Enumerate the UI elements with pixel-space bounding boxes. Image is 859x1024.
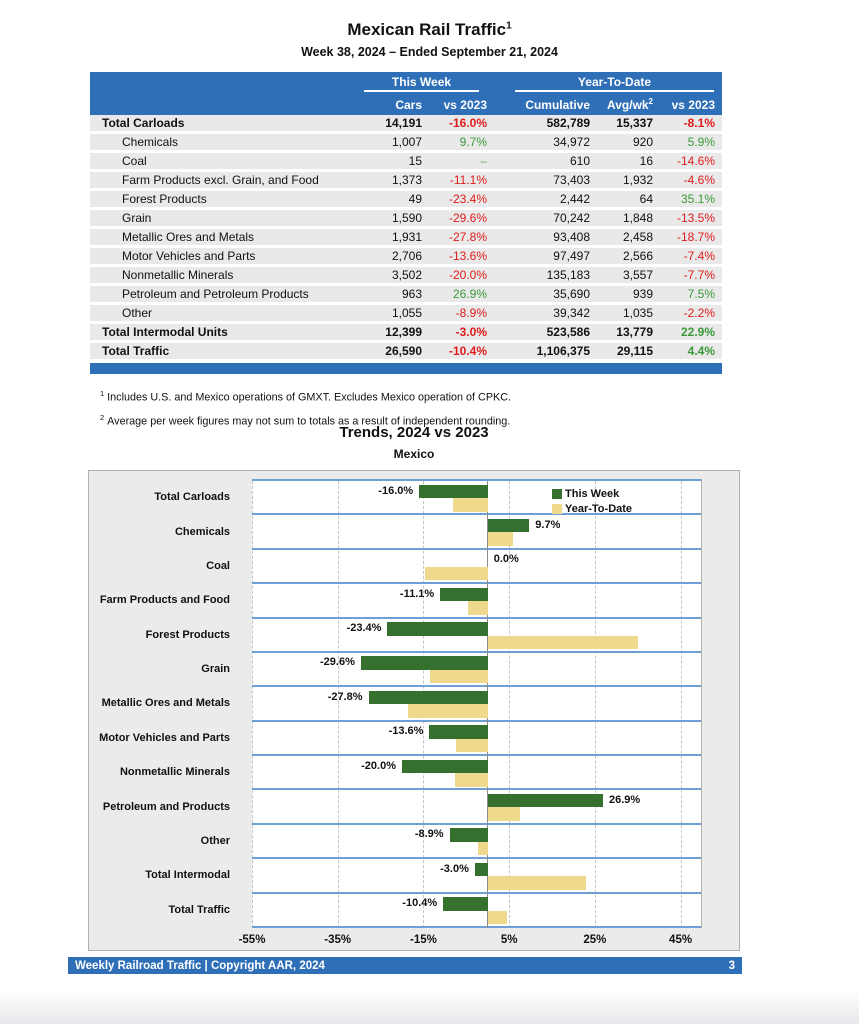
cumulative-value: 39,342 <box>553 306 590 320</box>
row-label: Total Intermodal Units <box>102 325 228 339</box>
table-row <box>90 267 722 286</box>
cumulative-value: 135,183 <box>546 268 590 282</box>
table-row <box>90 305 722 324</box>
cars-value: 1,931 <box>391 230 422 244</box>
footer-text: Weekly Railroad Traffic | Copyright AAR, 2024 <box>75 959 325 972</box>
row-label: Grain <box>122 211 152 225</box>
year-to-date-bar <box>408 704 488 718</box>
avgwk-value: 3,557 <box>622 268 653 282</box>
bar-value-label: -11.1% <box>399 587 435 600</box>
ytd-vs2023-value: 5.9% <box>687 135 715 149</box>
x-axis-tick-label: 25% <box>583 934 607 946</box>
column-header-cars: Cars <box>395 97 422 112</box>
chart-row <box>252 790 701 824</box>
ytd-vs2023-value: -14.6% <box>676 154 715 168</box>
chart-row <box>252 756 701 790</box>
bar-value-label: -23.4% <box>346 622 382 634</box>
cars-value: 26,590 <box>385 344 422 358</box>
ytd-vs2023-value: -2.2% <box>683 306 715 320</box>
row-label: Nonmetallic Minerals <box>122 268 234 282</box>
column-header-wk-vs2023: vs 2023 <box>443 97 487 112</box>
chart-legend <box>552 486 632 516</box>
this-week-bar <box>361 656 488 670</box>
avgwk-value: 16 <box>639 154 653 168</box>
bar-value-label: -3.0% <box>440 862 469 875</box>
this-week-bar <box>402 760 488 774</box>
group-header-this-week: This Week <box>340 75 487 94</box>
avgwk-value: 1,035 <box>622 306 653 320</box>
chart-row <box>252 515 701 549</box>
avgwk-value: 920 <box>632 135 653 149</box>
avgwk-value: 2,458 <box>622 230 653 244</box>
x-axis-tick-label: -15% <box>409 934 437 946</box>
year-to-date-bar <box>430 670 488 684</box>
row-label: Total Traffic <box>102 344 170 358</box>
footnote-text: Includes U.S. and Mexico operations of GMXT. Excludes Mexico operation of CPKC. <box>107 391 512 404</box>
table-row <box>90 134 722 153</box>
year-to-date-swatch-icon <box>552 504 562 514</box>
year-to-date-bar <box>488 911 507 925</box>
column-header-ytd-vs2023: vs 2023 <box>671 97 715 112</box>
legend-item-this-week <box>552 486 632 501</box>
chart-row <box>252 687 701 721</box>
x-axis-tick-label: -55% <box>238 934 266 946</box>
chart-category-label: Coal <box>206 559 230 572</box>
group-header-spacer <box>90 92 340 94</box>
row-label: Metallic Ores and Metals <box>122 230 255 244</box>
this-week-bar <box>429 725 487 739</box>
this-week-bar <box>440 588 488 602</box>
cars-value: 1,055 <box>391 306 422 320</box>
page-title-footnote-marker: 1 <box>506 20 512 32</box>
bar-value-label: 0.0% <box>493 553 519 566</box>
wk-vs2023-value: -3.0% <box>455 325 487 339</box>
table-row <box>90 229 722 248</box>
table-row <box>90 248 722 267</box>
bar-value-label: -8.9% <box>414 828 444 841</box>
cars-value: 49 <box>408 192 422 206</box>
wk-vs2023-value: -11.1% <box>449 173 487 187</box>
avgwk-value: 1,848 <box>622 211 653 225</box>
x-axis-tick-label: -35% <box>324 934 352 946</box>
chart-category-label: Nonmetallic Minerals <box>119 766 230 779</box>
chart-heading <box>88 424 740 461</box>
table-row <box>90 286 722 305</box>
avgwk-value: 13,779 <box>616 325 653 339</box>
chart-category-label: Forest Products <box>145 628 230 641</box>
table-row <box>90 153 722 172</box>
chart-subtitle: Mexico <box>393 447 435 461</box>
chart-category-label: Grain <box>201 663 230 676</box>
ytd-vs2023-value: -7.7% <box>683 268 715 282</box>
table-body <box>90 115 722 362</box>
chart-category-label: Total Intermodal <box>145 869 230 882</box>
chart-category-label: Total Carloads <box>154 491 230 504</box>
chart-category-label: Metallic Ores and Metals <box>101 697 230 710</box>
chart-row <box>252 481 701 515</box>
wk-vs2023-value: -10.4% <box>448 344 487 358</box>
column-header-avgwk: Avg/$wk^2$ <box>606 97 653 112</box>
cars-value: 14,191 <box>385 116 422 130</box>
bar-value-label: -16.0% <box>378 484 414 497</box>
table-row <box>90 172 722 191</box>
chart-category-label: Chemicals <box>174 525 230 538</box>
page-title-text: Mexican Rail Traffic <box>347 20 507 39</box>
cumulative-value: 523,586 <box>546 325 590 339</box>
avgwk-value: 29,115 <box>616 344 653 358</box>
this-week-bar <box>419 485 488 499</box>
cumulative-value: 2,442 <box>559 192 590 206</box>
bar-value-label: -29.6% <box>320 656 355 669</box>
chart-row <box>252 550 701 584</box>
cumulative-value: 97,497 <box>553 249 590 263</box>
this-week-bar <box>369 691 488 705</box>
this-week-bar <box>488 794 603 808</box>
footnote-marker: 1 <box>100 389 105 398</box>
chart-plot-area <box>252 479 702 928</box>
avgwk-value: 939 <box>632 287 653 301</box>
footnote-line <box>100 384 511 408</box>
row-label: Total Carloads <box>102 116 185 130</box>
wk-vs2023-value: – <box>480 154 487 168</box>
year-to-date-bar <box>488 532 513 546</box>
x-axis-tick-label: 45% <box>669 934 693 946</box>
ytd-vs2023-value: -18.7% <box>676 230 715 244</box>
year-to-date-bar <box>488 636 638 650</box>
wk-vs2023-value: -8.9% <box>455 306 487 320</box>
cumulative-value: 582,789 <box>546 116 590 130</box>
chart-row <box>252 825 701 859</box>
wk-vs2023-value: -23.4% <box>448 192 487 206</box>
row-label: Petroleum and Petroleum Products <box>122 287 309 301</box>
cars-value: 15 <box>408 154 422 168</box>
chart-row <box>252 859 701 893</box>
table-row <box>90 115 722 134</box>
avgwk-value: 15,337 <box>616 116 653 130</box>
year-to-date-bar <box>468 601 488 615</box>
this-week-swatch-icon <box>552 489 562 499</box>
legend-item-year-to-date <box>552 501 632 516</box>
chart-row <box>252 722 701 756</box>
ytd-vs2023-value: 35.1% <box>680 192 715 206</box>
year-to-date-bar <box>488 807 520 821</box>
wk-vs2023-value: -27.8% <box>448 230 487 244</box>
cars-value: 2,706 <box>391 249 422 263</box>
cumulative-value: 1,106,375 <box>536 344 590 358</box>
wk-vs2023-value: -20.0% <box>448 268 487 282</box>
group-header-year-to-date: Year-To-Date <box>487 75 722 94</box>
bar-value-label: -27.8% <box>327 690 363 703</box>
chart-category-label: Total Traffic <box>168 903 230 916</box>
cars-value: 963 <box>401 287 422 301</box>
bar-value-label: 9.7% <box>535 518 561 531</box>
year-to-date-bar <box>453 498 488 512</box>
legend-label-this-week: This Week <box>565 487 620 500</box>
avgwk-value: 2,566 <box>622 249 653 263</box>
table-row <box>90 343 722 362</box>
table-header <box>90 72 722 115</box>
trends-bar-chart <box>88 470 740 951</box>
table-column-header-row <box>90 94 722 115</box>
row-label: Motor Vehicles and Parts <box>122 249 256 263</box>
this-week-bar <box>387 622 487 636</box>
cumulative-value: 93,408 <box>553 230 590 244</box>
x-axis-tick-label: 5% <box>500 934 518 946</box>
cars-value: 1,590 <box>391 211 422 225</box>
avgwk-footnote-marker: 2 <box>648 97 653 106</box>
this-week-bar <box>443 897 488 911</box>
chart-row <box>252 619 701 653</box>
chart-row <box>252 894 701 928</box>
footer-page-number: 3 <box>728 959 735 972</box>
row-label: Forest Products <box>122 192 207 206</box>
page-title <box>0 20 859 40</box>
chart-category-label: Petroleum and Products <box>102 800 230 813</box>
bar-value-label: -10.4% <box>402 897 438 909</box>
cumulative-value: 70,242 <box>553 211 590 225</box>
chart-row <box>252 584 701 618</box>
cumulative-value: 35,690 <box>553 287 590 301</box>
cars-value: 12,399 <box>385 325 422 339</box>
year-to-date-bar <box>456 739 488 753</box>
cumulative-value: 610 <box>569 154 590 168</box>
legend-label-year-to-date: Year-To-Date <box>565 502 633 515</box>
page-bottom-edge <box>0 990 859 1024</box>
ytd-vs2023-value: -4.6% <box>683 173 715 187</box>
ytd-vs2023-value: -8.1% <box>683 116 715 130</box>
avgwk-value: 1,932 <box>622 173 653 187</box>
bar-value-label: 26.9% <box>609 793 641 806</box>
this-week-bar <box>475 863 488 877</box>
bar-value-label: -20.0% <box>361 759 396 772</box>
cars-value: 1,007 <box>391 135 422 149</box>
footnote-text: Average per week figures may not sum to totals as a result of independent rounding. <box>107 415 511 428</box>
footnote-marker: 2 <box>100 412 105 422</box>
year-to-date-bar <box>455 773 488 787</box>
chart-category-label: Farm Products and Food <box>99 594 230 607</box>
ytd-vs2023-value: -7.4% <box>683 249 715 263</box>
chart-title: Trends, 2024 vs 2023 <box>339 424 489 441</box>
this-week-bar <box>450 828 488 842</box>
year-to-date-bar <box>478 842 487 856</box>
avgwk-value: 64 <box>639 192 653 206</box>
wk-vs2023-value: 9.7% <box>459 135 487 149</box>
ytd-vs2023-value: 22.9% <box>680 325 715 339</box>
chart-row <box>252 653 701 687</box>
ytd-vs2023-value: 7.5% <box>687 287 715 301</box>
wk-vs2023-value: -29.6% <box>448 211 487 225</box>
row-label: Other <box>122 306 153 320</box>
cumulative-value: 34,972 <box>553 135 590 149</box>
ytd-vs2023-value: 4.4% <box>687 344 715 358</box>
year-to-date-bar <box>425 567 488 581</box>
column-header-cumulative: Cumulative <box>525 97 590 112</box>
this-week-bar <box>488 519 530 533</box>
cumulative-value: 73,403 <box>553 173 590 187</box>
table-end-bar <box>90 363 722 374</box>
row-label: Chemicals <box>122 135 179 149</box>
table-group-header-row <box>90 72 722 94</box>
year-to-date-bar <box>488 876 586 890</box>
table-row <box>90 191 722 210</box>
chart-category-label: Motor Vehicles and Parts <box>99 731 230 744</box>
wk-vs2023-value: -13.6% <box>448 249 487 263</box>
footer-bar <box>68 957 742 974</box>
bar-value-label: -13.6% <box>388 725 424 738</box>
chart-category-label: Other <box>200 835 230 848</box>
table-row <box>90 210 722 229</box>
table-row <box>90 324 722 343</box>
wk-vs2023-value: -16.0% <box>448 116 487 130</box>
row-label: Farm Products excl. Grain, and Food <box>122 173 319 187</box>
page-subtitle: Week 38, 2024 – Ended September 21, 2024 <box>301 45 558 59</box>
cars-value: 1,373 <box>391 173 422 187</box>
cars-value: 3,502 <box>391 268 422 282</box>
row-label: Coal <box>122 154 147 168</box>
ytd-vs2023-value: -13.5% <box>676 211 715 225</box>
wk-vs2023-value: 26.9% <box>452 287 487 301</box>
traffic-table <box>90 72 722 374</box>
